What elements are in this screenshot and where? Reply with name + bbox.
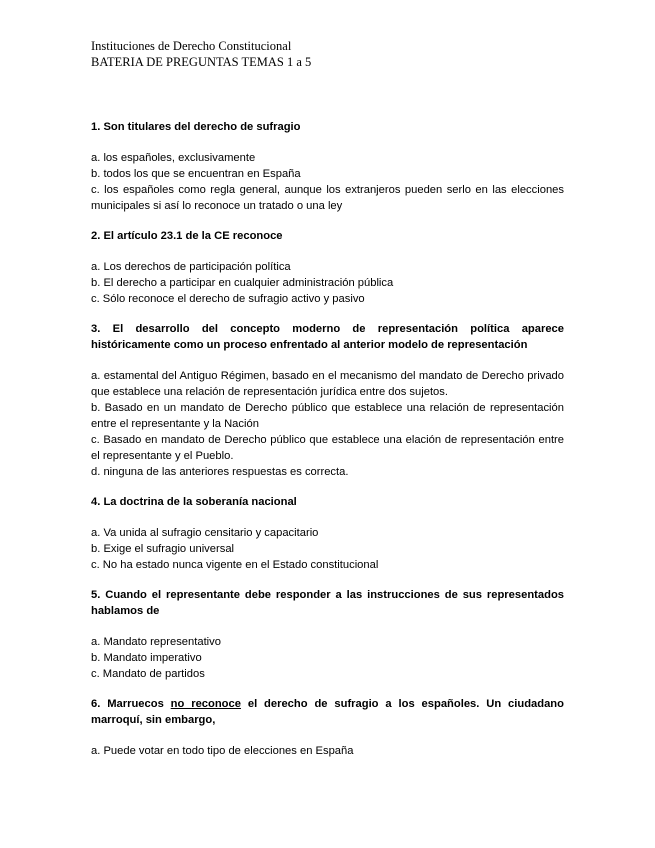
- question-title-start: 6. Marruecos: [91, 698, 171, 710]
- answer-option: a. los españoles, exclusivamente: [91, 152, 256, 164]
- question-3: [91, 321, 564, 480]
- question-1: [91, 119, 564, 214]
- question-5: [91, 587, 564, 682]
- question-4: [91, 494, 564, 573]
- question-6: [91, 696, 564, 759]
- answer-option: b. todos los que se encuentran en España: [91, 168, 301, 180]
- answer-option: a. Puede votar en todo tipo de elecciones en España: [91, 745, 354, 757]
- answer-option: d. ninguna de las anteriores respuestas es correcta.: [91, 466, 349, 478]
- question-list: [91, 119, 564, 759]
- answer-options: [91, 743, 564, 759]
- course-title: Instituciones de Derecho Constitucional: [91, 39, 292, 53]
- answer-option: c. Basado en mandato de Derecho público que establece una elación de representación entre el representante y el Pueblo.: [91, 434, 564, 462]
- answer-option: c. Mandato de partidos: [91, 668, 205, 680]
- answer-option: a. estamental del Antiguo Régimen, basado en el mecanismo del mandato de Derecho privado que establece una relación de representación jurídica entre dos sujetos.: [91, 370, 564, 398]
- question-title: 2. El artículo 23.1 de la CE reconoce: [91, 230, 283, 242]
- underlined-phrase: no reconoce: [170, 698, 241, 710]
- question-title: 5. Cuando el representante debe responder a las instrucciones de sus representados hablamos de: [91, 589, 564, 617]
- answer-option: a. Los derechos de participación política: [91, 261, 291, 273]
- document-header: [91, 38, 564, 70]
- question-title-end: el derecho de sufragio a los españoles. Un ciudadano marroquí, sin embargo,: [91, 698, 564, 726]
- document-page: [91, 38, 564, 773]
- answer-option: a. Mandato representativo: [91, 636, 221, 648]
- answer-options: [91, 259, 564, 307]
- question-title: 1. Son titulares del derecho de sufragio: [91, 121, 301, 133]
- answer-options: [91, 368, 564, 480]
- answer-options: [91, 525, 564, 573]
- answer-option: b. Mandato imperativo: [91, 652, 202, 664]
- answer-option: c. los españoles como regla general, aunque los extranjeros pueden serlo en las elecciones municipales si así lo reconoce un tratado o una ley: [91, 184, 564, 212]
- question-title: [91, 696, 564, 728]
- answer-option: c. Sólo reconoce el derecho de sufragio activo y pasivo: [91, 293, 365, 305]
- answer-options: [91, 634, 564, 682]
- question-title: 3. El desarrollo del concepto moderno de representación política aparece históricamente como un proceso enfrentado al anterior modelo de representación: [91, 323, 564, 351]
- answer-option: c. No ha estado nunca vigente en el Estado constitucional: [91, 559, 379, 571]
- document-subtitle: BATERIA DE PREGUNTAS TEMAS 1 a 5: [91, 55, 312, 69]
- answer-option: b. El derecho a participar en cualquier administración pública: [91, 277, 394, 289]
- answer-option: b. Exige el sufragio universal: [91, 543, 235, 555]
- question-2: [91, 228, 564, 307]
- answer-option: b. Basado en un mandato de Derecho público que establece una relación de representación entre el representante y la Nación: [91, 402, 564, 430]
- question-title: 4. La doctrina de la soberanía nacional: [91, 496, 297, 508]
- answer-options: [91, 150, 564, 214]
- answer-option: a. Va unida al sufragio censitario y capacitario: [91, 527, 319, 539]
